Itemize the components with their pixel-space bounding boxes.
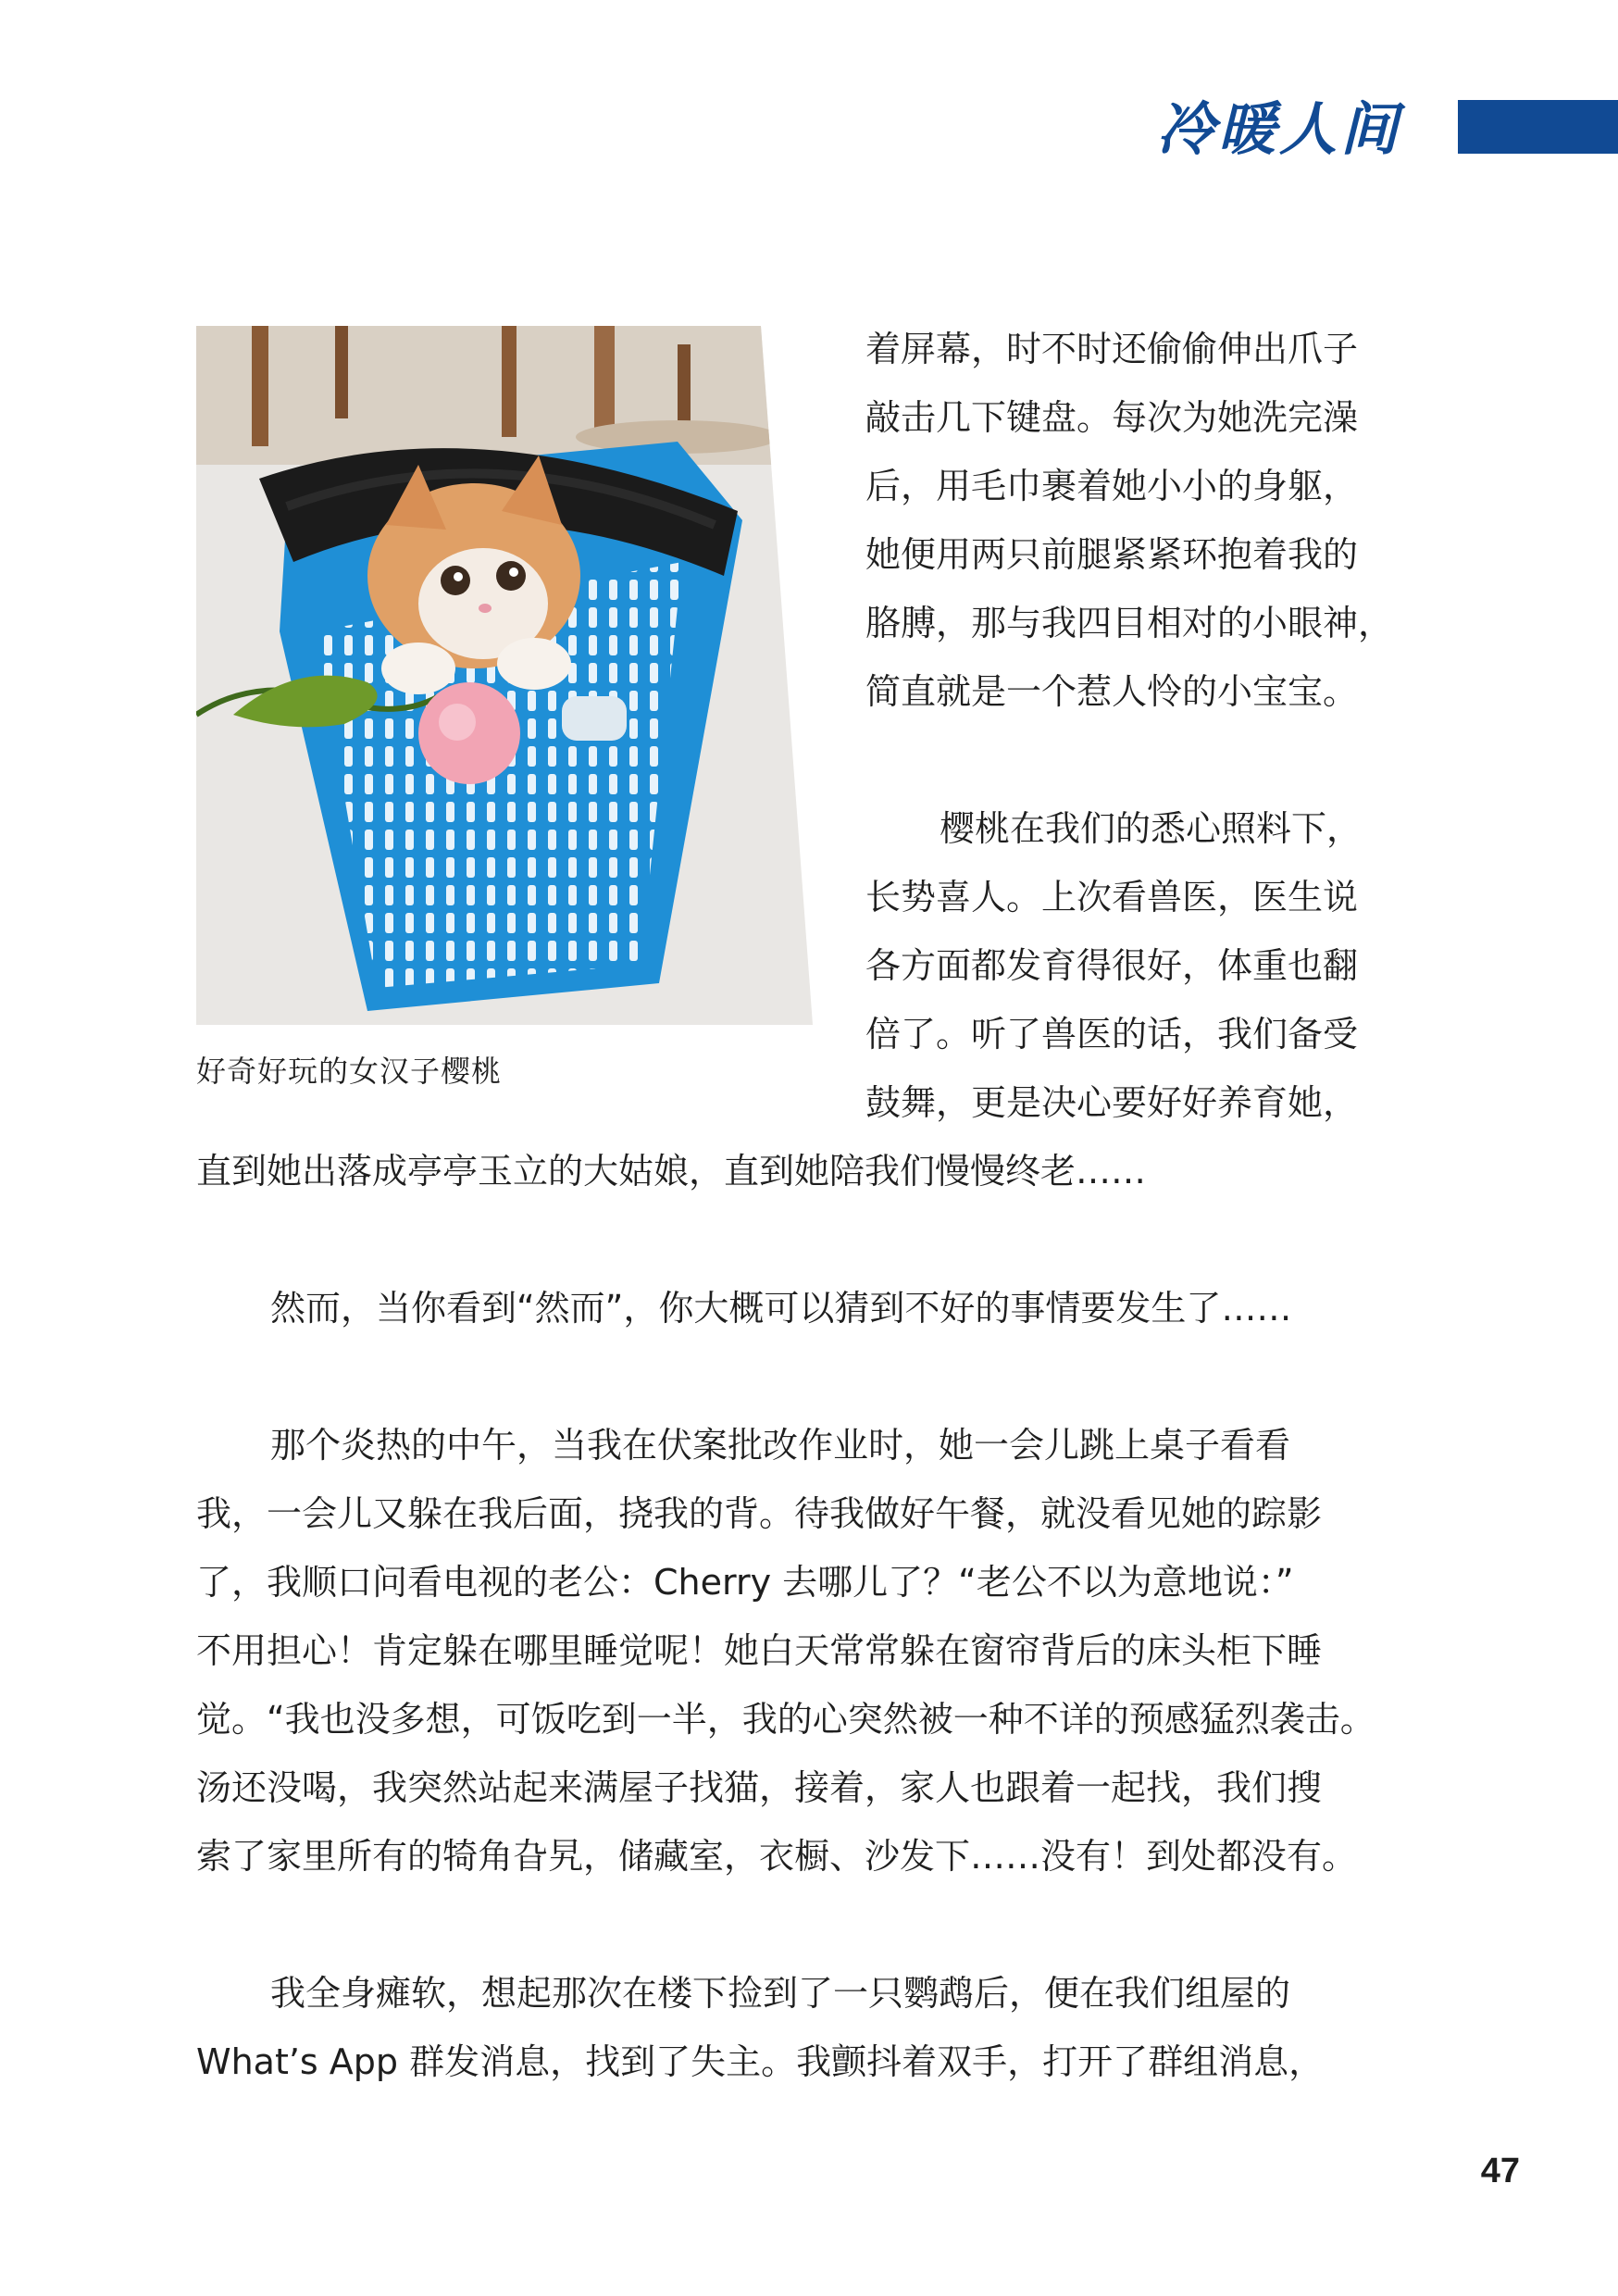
- paragraph-gap: [196, 1205, 1424, 1274]
- text-line: 简直就是一个惹人怜的小宝宝。: [865, 671, 1359, 712]
- cat-in-basket-photo: [196, 326, 813, 1025]
- photo-caption: 好奇好玩的女汉子樱桃: [196, 1054, 503, 1089]
- text-line: 不用担心！肯定躲在哪里睡觉呢！她白天常常躲在窗帘背后的床头柜下睡: [196, 1630, 1323, 1671]
- text-line: 汤还没喝，我突然站起来满屋子找猫，接着，家人也跟着一起找，我们搜: [196, 1767, 1323, 1808]
- text-line: 敲击几下键盘。每次为她洗完澡: [865, 397, 1359, 438]
- paragraph-gap: [865, 726, 1421, 794]
- text-line: 她便用两只前腿紧紧环抱着我的: [865, 534, 1359, 575]
- title-bar: [1458, 100, 1618, 154]
- paragraph: [196, 1959, 1424, 2096]
- paragraph: [865, 315, 1421, 726]
- paragraph-gap: [196, 1342, 1424, 1411]
- paragraph-gap: [196, 1890, 1424, 1959]
- paragraph: [196, 1411, 1424, 1890]
- text-line: 索了家里所有的犄角旮旯，储藏室，衣橱、沙发下……没有！到处都没有。: [196, 1836, 1358, 1877]
- text-line: 长势喜人。上次看兽医，医生说: [865, 877, 1359, 917]
- text-line: 倍了。听了兽医的话，我们备受: [865, 1014, 1359, 1054]
- text-line: 樱桃在我们的悉心照料下，: [940, 808, 1363, 849]
- section-title: 冷暖人间: [1157, 95, 1402, 163]
- paragraph: [865, 794, 1421, 1137]
- page-number: 47: [1480, 2152, 1520, 2190]
- side-column-text: [865, 315, 1421, 1137]
- text-line: 着屏幕，时不时还偷偷伸出爪子: [865, 329, 1359, 369]
- text-line: 然而，当你看到“然而”，你大概可以猜到不好的事情要发生了……: [270, 1288, 1292, 1329]
- text-line: 我，一会儿又躲在我后面，挠我的背。待我做好午餐，就没看见她的踪影: [196, 1493, 1323, 1534]
- text-line: 了，我顺口问看电视的老公：Cherry 去哪儿了？“老公不以为意地说：”: [196, 1562, 1294, 1603]
- text-line: 直到她出落成亭亭玉立的大姑娘，直到她陪我们慢慢终老……: [196, 1151, 1147, 1192]
- text-line: 那个炎热的中午，当我在伏案批改作业时，她一会儿跳上桌子看看: [270, 1425, 1291, 1466]
- text-line: 各方面都发育得很好，体重也翻: [865, 945, 1359, 986]
- main-column-text: [196, 1137, 1424, 2096]
- paragraph: [196, 1137, 1424, 1205]
- text-line: 后，用毛巾裹着她小小的身躯，: [865, 466, 1359, 506]
- text-line: 胳膊，那与我四目相对的小眼神，: [865, 603, 1394, 643]
- text-line: 鼓舞，更是决心要好好养育她，: [865, 1082, 1359, 1123]
- paragraph: [196, 1274, 1424, 1342]
- text-line: 觉。“我也没多想，可饭吃到一半，我的心突然被一种不详的预感猛烈袭击。: [196, 1699, 1375, 1740]
- text-line: 我全身瘫软，想起那次在楼下捡到了一只鹦鹉后，便在我们组屋的: [270, 1973, 1291, 2014]
- text-line: What’s App 群发消息，找到了失主。我颤抖着双手，打开了群组消息，: [196, 2041, 1325, 2082]
